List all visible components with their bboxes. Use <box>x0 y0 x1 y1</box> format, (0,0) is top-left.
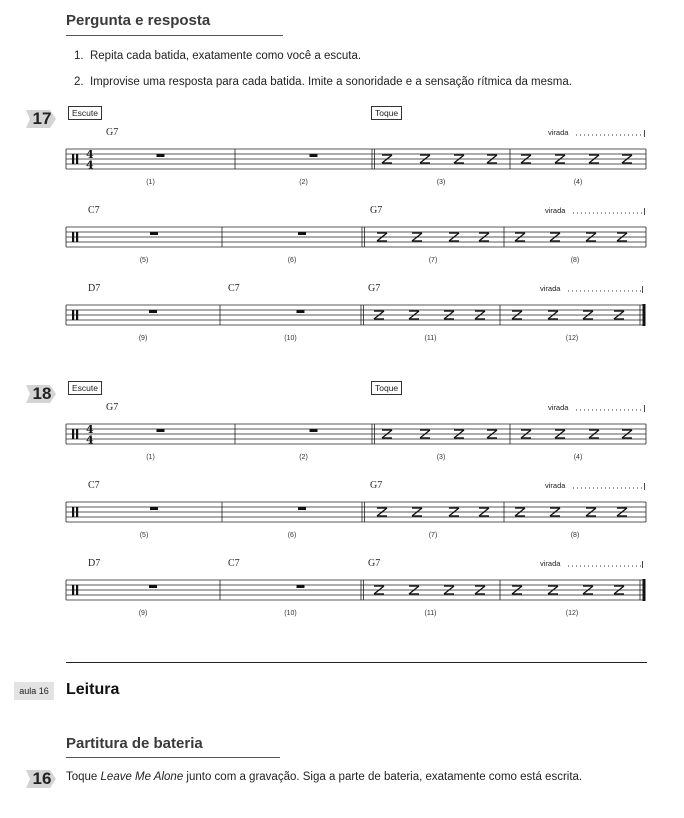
measure-number: (12) <box>565 610 579 617</box>
staff-system <box>66 205 646 264</box>
virada-label: virada <box>548 403 569 412</box>
instruction-number: 2. <box>74 76 84 88</box>
virada-label: virada <box>545 206 566 215</box>
percussion-clef <box>72 429 74 439</box>
instruction-number: 1. <box>74 50 84 62</box>
measure-number: (3) <box>436 454 446 461</box>
measure-number: (6) <box>287 257 297 264</box>
virada-label: virada <box>548 128 569 137</box>
time-signature-top: 4 <box>86 423 94 436</box>
measure-number: (7) <box>428 532 438 539</box>
whole-rest <box>150 507 158 510</box>
chord-symbol: D7 <box>88 283 101 294</box>
chord-symbol: G7 <box>370 205 383 216</box>
lesson-tag: aula 16 <box>14 682 54 700</box>
whole-rest <box>297 585 305 588</box>
percussion-clef <box>76 154 78 164</box>
cue-escute: Escute <box>68 106 102 120</box>
song-title: Leave Me Alone <box>100 771 184 783</box>
measure-number: (11) <box>424 610 437 617</box>
chord-symbol: G7 <box>370 480 383 491</box>
measure-number: (10) <box>284 610 297 617</box>
percussion-clef <box>76 232 78 242</box>
chord-symbol: C7 <box>228 283 240 294</box>
exercise-16-badge <box>22 766 58 792</box>
whole-rest <box>298 232 306 235</box>
measure-number: (9) <box>138 335 148 342</box>
chord-symbol: G7 <box>368 283 381 294</box>
instruction-text: Improvise uma resposta para cada batida. Imite a sonoridade e a sensação rítmica da mesma. <box>89 76 572 88</box>
virada-label: virada <box>545 481 566 490</box>
measure-number: (4) <box>573 454 583 461</box>
final-barline <box>643 579 646 601</box>
final-barline <box>643 304 646 326</box>
measure-number: (8) <box>570 532 580 539</box>
subsection-title-rule <box>66 757 280 758</box>
percussion-clef <box>72 232 74 242</box>
cue-toque: Toque <box>371 381 402 395</box>
virada-label: virada <box>540 284 561 293</box>
chord-symbol: G7 <box>106 127 119 138</box>
whole-rest <box>149 585 157 588</box>
measure-number: (5) <box>139 257 149 264</box>
section-divider <box>66 662 647 663</box>
time-signature-bottom: 4 <box>86 158 94 172</box>
exercise-number: 18 <box>32 384 52 403</box>
staff-system <box>66 558 646 617</box>
cue-escute: Escute <box>68 381 102 395</box>
measure-number: (1) <box>146 179 155 186</box>
whole-rest <box>149 310 157 313</box>
measure-number: (10) <box>284 335 297 342</box>
lesson-instruction <box>66 771 582 783</box>
measure-number: (5) <box>139 532 149 539</box>
chord-symbol: C7 <box>228 558 240 569</box>
staff-system <box>66 127 646 186</box>
measure-number: (4) <box>573 179 583 186</box>
staff-system <box>66 283 646 342</box>
measure-number: (9) <box>138 610 148 617</box>
chord-symbol: G7 <box>368 558 381 569</box>
exercise-number: 16 <box>32 769 52 788</box>
lesson-title: Leitura <box>66 681 120 698</box>
chord-symbol: C7 <box>88 205 100 216</box>
exercise-number: 17 <box>32 109 52 128</box>
time-signature-bottom: 4 <box>86 433 94 447</box>
percussion-clef <box>76 310 78 320</box>
lesson-text-before: Toque <box>66 771 101 783</box>
lesson-text-after: junto com a gravação. Siga a parte de bateria, exatamente como está escrita. <box>183 771 583 783</box>
percussion-clef <box>76 585 78 595</box>
percussion-clef <box>72 154 74 164</box>
whole-rest <box>298 507 306 510</box>
virada-label: virada <box>540 559 561 568</box>
chord-symbol: D7 <box>88 558 101 569</box>
measure-number: (11) <box>424 335 437 342</box>
percussion-clef <box>76 429 78 439</box>
whole-rest <box>297 310 305 313</box>
subsection-title: Partitura de bateria <box>66 735 203 752</box>
time-signature-top: 4 <box>86 148 94 161</box>
measure-number: (1) <box>146 454 155 461</box>
staff-system <box>66 402 646 461</box>
percussion-clef <box>76 507 78 517</box>
measure-number: (3) <box>436 179 446 186</box>
measure-number: (8) <box>570 257 580 264</box>
measure-number: (2) <box>299 179 308 186</box>
whole-rest <box>157 154 165 157</box>
percussion-clef <box>72 507 74 517</box>
whole-rest <box>310 154 318 157</box>
staff-system <box>66 480 646 539</box>
chord-symbol: C7 <box>88 480 100 491</box>
whole-rest <box>157 429 165 432</box>
instruction-text: Repita cada batida, exatamente como você a escuta. <box>89 50 362 62</box>
chord-symbol: G7 <box>106 402 119 413</box>
whole-rest <box>310 429 318 432</box>
measure-number: (7) <box>428 257 438 264</box>
measure-number: (12) <box>565 335 579 342</box>
percussion-clef <box>72 310 74 320</box>
whole-rest <box>150 232 158 235</box>
measure-number: (6) <box>287 532 297 539</box>
percussion-clef <box>72 585 74 595</box>
cue-toque: Toque <box>371 106 402 120</box>
section-title: Pergunta e resposta <box>66 12 211 29</box>
measure-number: (2) <box>299 454 308 461</box>
